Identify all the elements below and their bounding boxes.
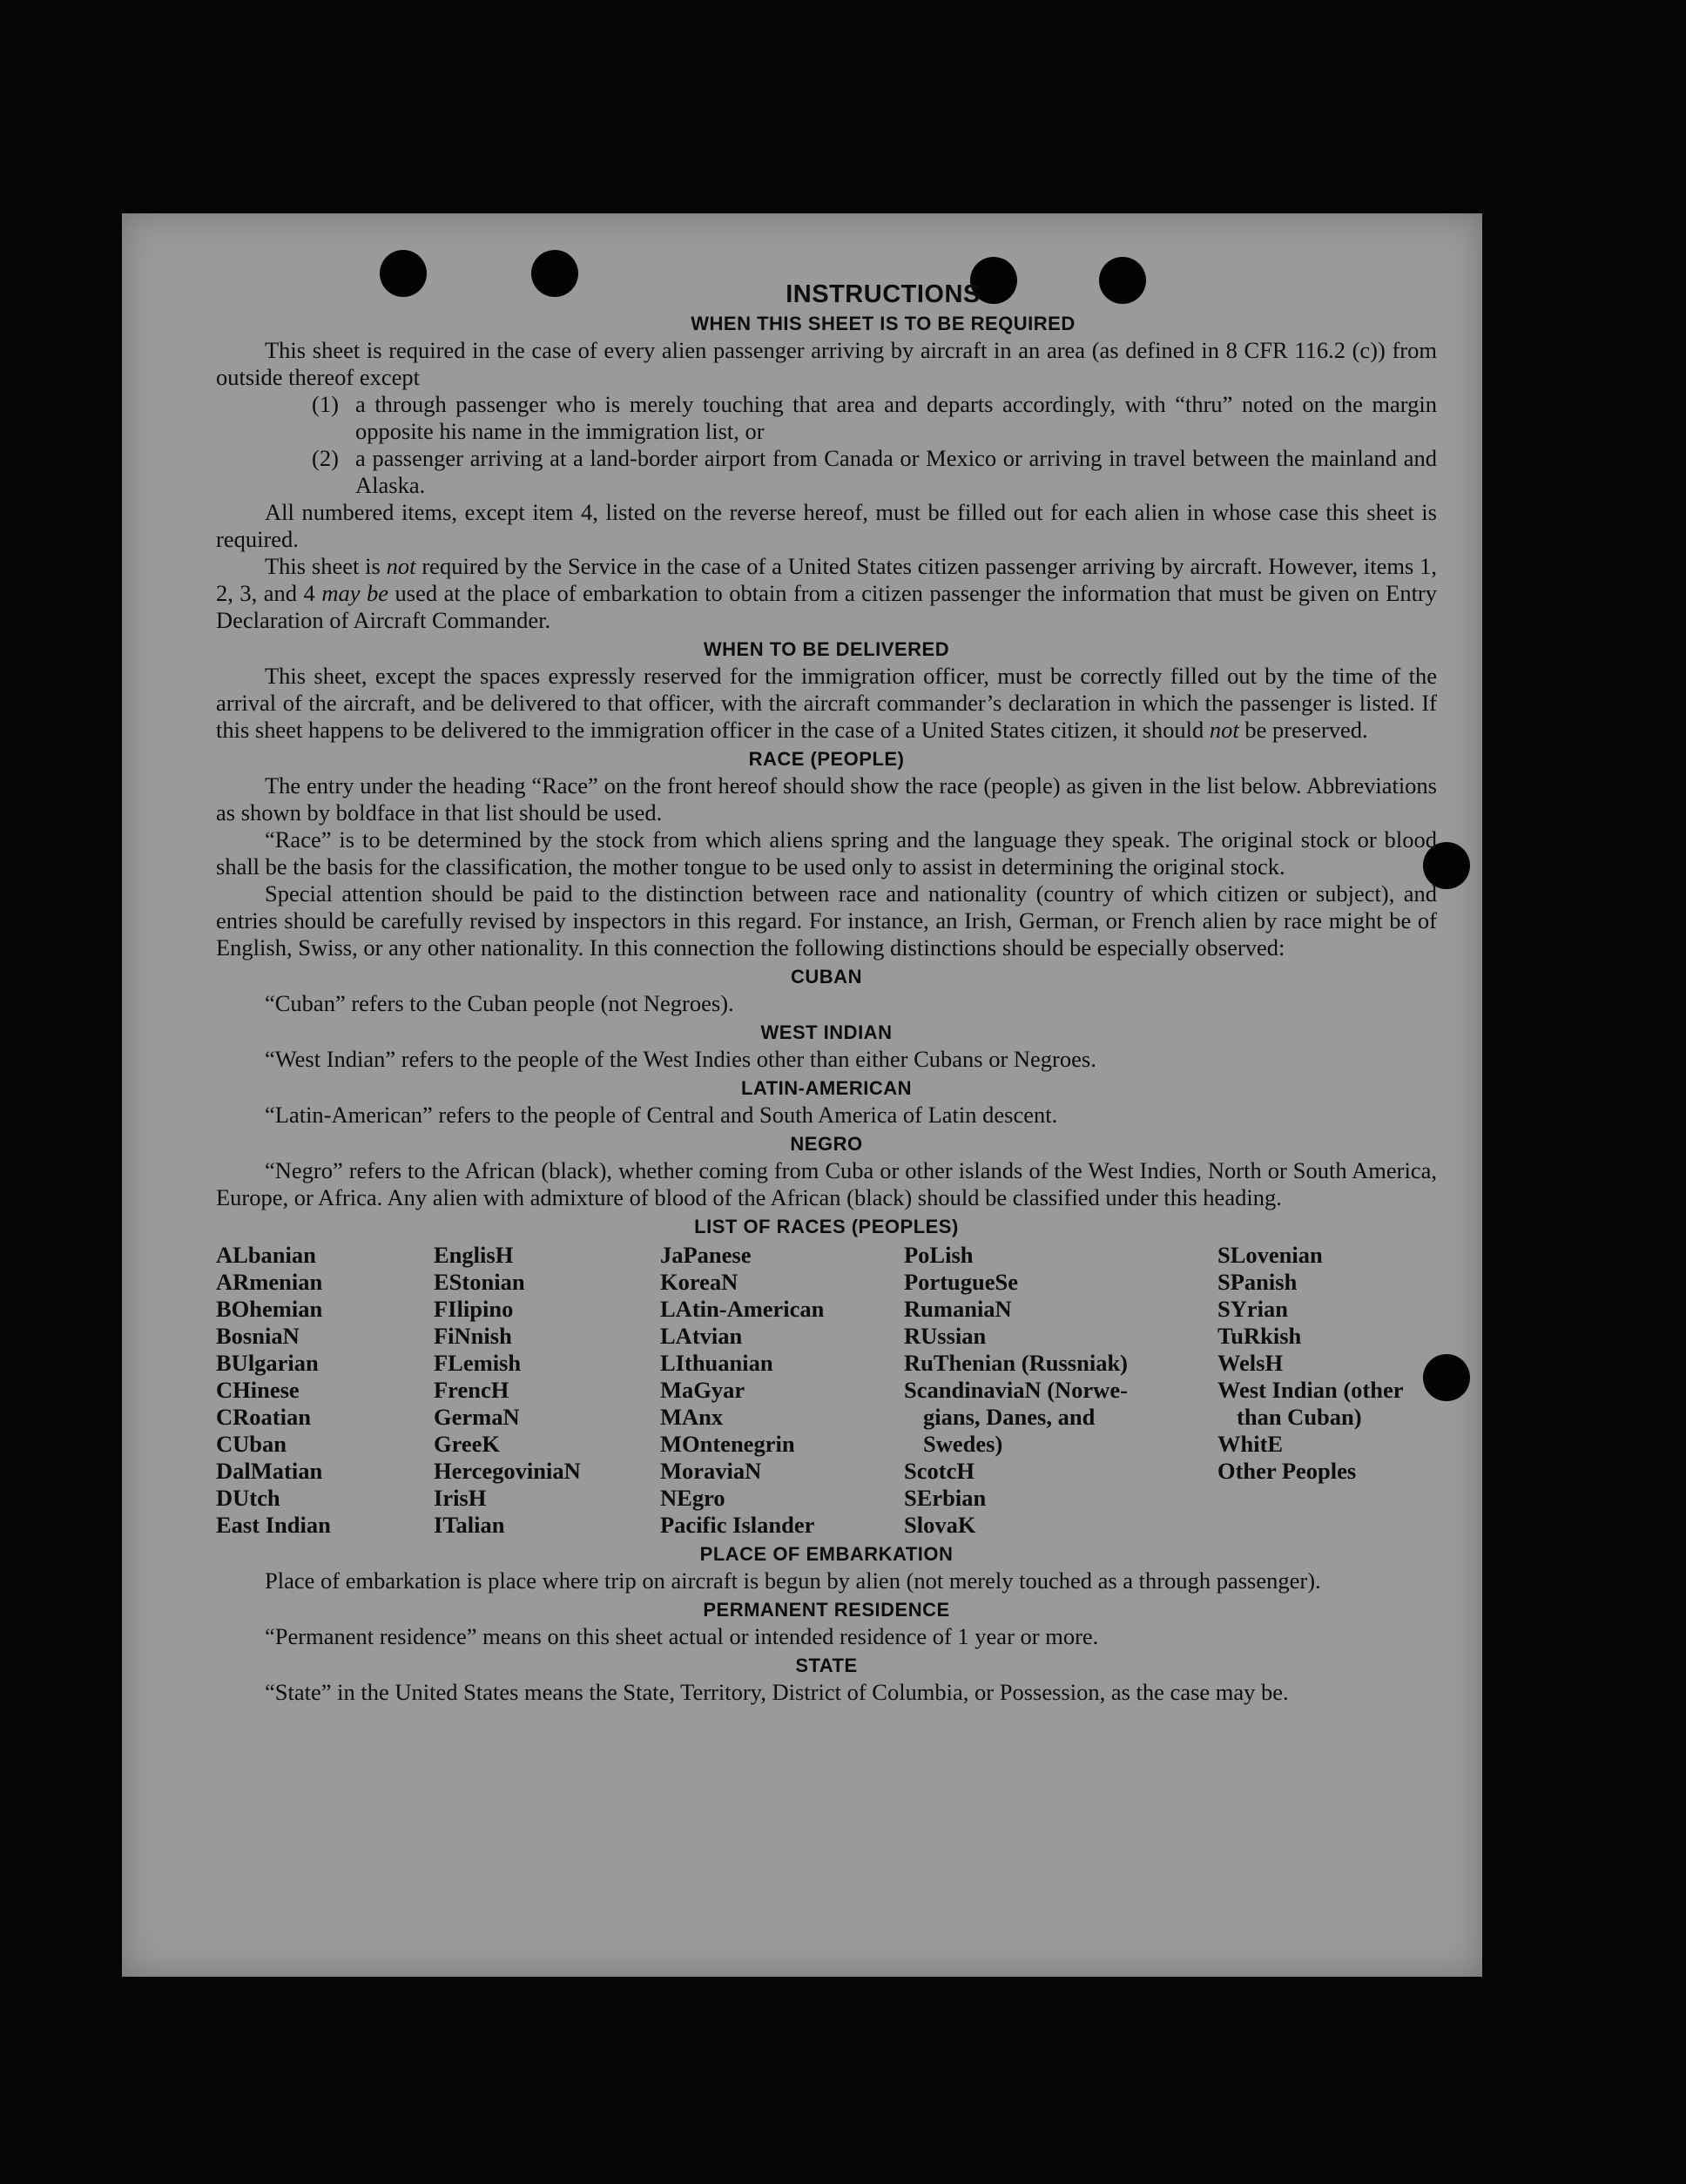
race-entry: ScandinaviaN (Norwe- xyxy=(904,1377,1128,1403)
heading-west-indian: WEST INDIAN xyxy=(760,1021,893,1043)
race-entry: GermaN xyxy=(434,1404,520,1430)
race-entry: GreeK xyxy=(434,1431,501,1457)
when-delivered-paragraph xyxy=(216,663,1437,744)
item-text: a through passenger who is merely touching that area and departs accordingly, with “thru” noted on the margin opposite his name in the immigration list, or xyxy=(355,391,1437,444)
cuban-definition: “Cuban” refers to the Cuban people (not Negroes). xyxy=(265,990,734,1016)
race-entry: RUssian xyxy=(904,1323,987,1349)
races-column xyxy=(904,1242,1217,1539)
text-segment: This sheet, except the spaces expressly reserved for the immigration officer, must be correctly filled out by the time of the arrival of the aircraft, and be delivered to that officer, with the aircraft commander’s declaration in which the passenger is listed. If this sheet happens to be delivered to the immigration officer in the case of a United States citizen, it should xyxy=(216,663,1437,743)
race-entry-continuation: than Cuban) xyxy=(1237,1404,1362,1430)
race-entry: SErbian xyxy=(904,1485,987,1511)
race-entry: ITalian xyxy=(434,1512,505,1538)
races-column xyxy=(216,1242,434,1539)
race-entry: BUlgarian xyxy=(216,1350,319,1376)
race-entry: SPanish xyxy=(1217,1269,1298,1295)
race-entry: ARmenian xyxy=(216,1269,323,1295)
emphasis-text: not xyxy=(1209,717,1239,743)
race-entry: LAtin-American xyxy=(660,1296,825,1322)
heading-when-delivered: WHEN TO BE DELIVERED xyxy=(703,638,950,660)
race-entry: EnglisH xyxy=(434,1242,514,1268)
document-sheet xyxy=(122,213,1482,1977)
when-required-intro: This sheet is required in the case of every alien passenger arriving by aircraft in an area (as defined in 8 CFR 116.2 (c)) from outside thereof except xyxy=(216,337,1437,390)
race-entry: Pacific Islander xyxy=(660,1512,815,1538)
race-entry: MAnx xyxy=(660,1404,724,1430)
race-entry: BosniaN xyxy=(216,1323,300,1349)
race-entry: MoraviaN xyxy=(660,1458,762,1484)
citizen-paragraph xyxy=(216,553,1437,634)
race-entry: PortugueSe xyxy=(904,1269,1019,1295)
race-entry: FrencH xyxy=(434,1377,509,1403)
race-entry-continuation: gians, Danes, and xyxy=(923,1404,1096,1430)
race-entry: TuRkish xyxy=(1217,1323,1302,1349)
heading-cuban: CUBAN xyxy=(791,966,862,988)
race-entry: IrisH xyxy=(434,1485,487,1511)
race-entry: CUban xyxy=(216,1431,287,1457)
race-entry: East Indian xyxy=(216,1512,331,1538)
race-entry: BOhemian xyxy=(216,1296,323,1322)
heading-state: STATE xyxy=(795,1655,858,1676)
races-column xyxy=(660,1242,904,1539)
races-list xyxy=(216,1242,1437,1539)
west-indian-definition: “West Indian” refers to the people of the West Indies other than either Cubans or Negroes. xyxy=(265,1046,1096,1072)
race-entry: PoLish xyxy=(904,1242,974,1268)
race-entry: MOntenegrin xyxy=(660,1431,795,1457)
race-entry: ScotcH xyxy=(904,1458,975,1484)
race-entry: FiNnish xyxy=(434,1323,512,1349)
heading-negro: NEGRO xyxy=(790,1133,863,1155)
heading-race: RACE (PEOPLE) xyxy=(748,748,905,770)
race-paragraph-1: The entry under the heading “Race” on the front hereof should show the race (people) as given in the list below. Abbreviations as shown by boldface in that list should be used. xyxy=(216,772,1437,826)
race-entry: DUtch xyxy=(216,1485,280,1511)
race-entry: ALbanian xyxy=(216,1242,316,1268)
heading-when-required: WHEN THIS SHEET IS TO BE REQUIRED xyxy=(691,313,1076,334)
race-entry: DalMatian xyxy=(216,1458,323,1484)
race-entry: RuThenian (Russniak) xyxy=(904,1350,1129,1376)
heading-permanent-residence: PERMANENT RESIDENCE xyxy=(703,1599,950,1621)
race-paragraph-2: “Race” is to be determined by the stock from which aliens spring and the language they speak. The original stock or blood shall be the basis for the classification, the mother tongue to be used only to assist in determining the original stock. xyxy=(216,826,1437,880)
race-entry: MaGyar xyxy=(660,1377,745,1403)
heading-embarkation: PLACE OF EMBARKATION xyxy=(699,1543,954,1565)
race-entry: SYrian xyxy=(1217,1296,1288,1322)
embarkation-definition: Place of embarkation is place where trip on aircraft is begun by alien (not merely touched as a through passenger). xyxy=(265,1567,1321,1594)
item-text: a passenger arriving at a land-border airport from Canada or Mexico or arriving in travel between the mainland and Alaska. xyxy=(355,445,1437,498)
text-segment: required by the Service in the case of a United States citizen passenger arriving by aircraft. However, items 1, 2, 3, and 4 xyxy=(216,553,1437,606)
race-paragraph-3: Special attention should be paid to the distinction between race and nationality (country of which citizen or subject), and entries should be carefully revised by inspectors in this regard. For instance, an Irish, German, or French alien by race might be of English, Swiss, or any other nationality. In this connection the following distinctions should be especially observed: xyxy=(216,880,1437,961)
page-title: INSTRUCTIONS xyxy=(786,280,981,308)
text-segment: This sheet is xyxy=(265,553,381,579)
numbered-items-paragraph: All numbered items, except item 4, listed on the reverse hereof, must be filled out for each alien in whose case this sheet is required. xyxy=(216,499,1437,552)
race-entry: WhitE xyxy=(1217,1431,1284,1457)
text-segment: used at the place of embarkation to obtain from a citizen passenger the information that must be given on Entry Declaration of Aircraft Commander. xyxy=(216,580,1438,633)
exception-item xyxy=(312,391,1437,445)
races-column xyxy=(434,1242,660,1539)
state-definition: “State” in the United States means the State, Territory, District of Columbia, or Possession, as the case may be. xyxy=(265,1679,1289,1705)
race-entry: SlovaK xyxy=(904,1512,976,1538)
race-entry: FIlipino xyxy=(434,1296,514,1322)
race-entry: Other Peoples xyxy=(1217,1458,1357,1484)
item-number: (2) xyxy=(312,445,339,471)
race-entry: West Indian (other xyxy=(1217,1377,1404,1403)
latin-american-definition: “Latin-American” refers to the people of Central and South America of Latin descent. xyxy=(265,1102,1058,1128)
race-entry: FLemish xyxy=(434,1350,522,1376)
race-entry: JaPanese xyxy=(660,1242,752,1268)
negro-definition: “Negro” refers to the African (black), whether coming from Cuba or other islands of the West Indies, North or South America, Europe, or Africa. Any alien with admixture of blood of the African (black) should be classified under this heading. xyxy=(216,1157,1437,1210)
race-entry: CHinese xyxy=(216,1377,300,1403)
exception-item xyxy=(312,445,1437,499)
text-segment: be preserved. xyxy=(1244,717,1368,743)
race-entry: EStonian xyxy=(434,1269,525,1295)
heading-list-of-races: LIST OF RACES (PEOPLES) xyxy=(694,1216,959,1237)
race-entry-continuation: Swedes) xyxy=(923,1431,1003,1457)
race-entry: NEgro xyxy=(660,1485,725,1511)
emphasis-text: not xyxy=(386,553,416,579)
instructions-content xyxy=(216,281,1437,1706)
race-entry: WelsH xyxy=(1217,1350,1284,1376)
race-entry: LIthuanian xyxy=(660,1350,773,1376)
emphasis-text: may be xyxy=(321,580,389,606)
race-entry: LAtvian xyxy=(660,1323,743,1349)
race-entry: SLovenian xyxy=(1217,1242,1323,1268)
race-entry: HercegoviniaN xyxy=(434,1458,581,1484)
races-column xyxy=(1217,1242,1435,1539)
race-entry: RumaniaN xyxy=(904,1296,1012,1322)
race-entry: CRoatian xyxy=(216,1404,311,1430)
race-entry: KoreaN xyxy=(660,1269,738,1295)
residence-definition: “Permanent residence” means on this sheet actual or intended residence of 1 year or more. xyxy=(265,1623,1099,1649)
item-number: (1) xyxy=(312,391,339,417)
heading-latin-american: LATIN-AMERICAN xyxy=(740,1077,912,1099)
